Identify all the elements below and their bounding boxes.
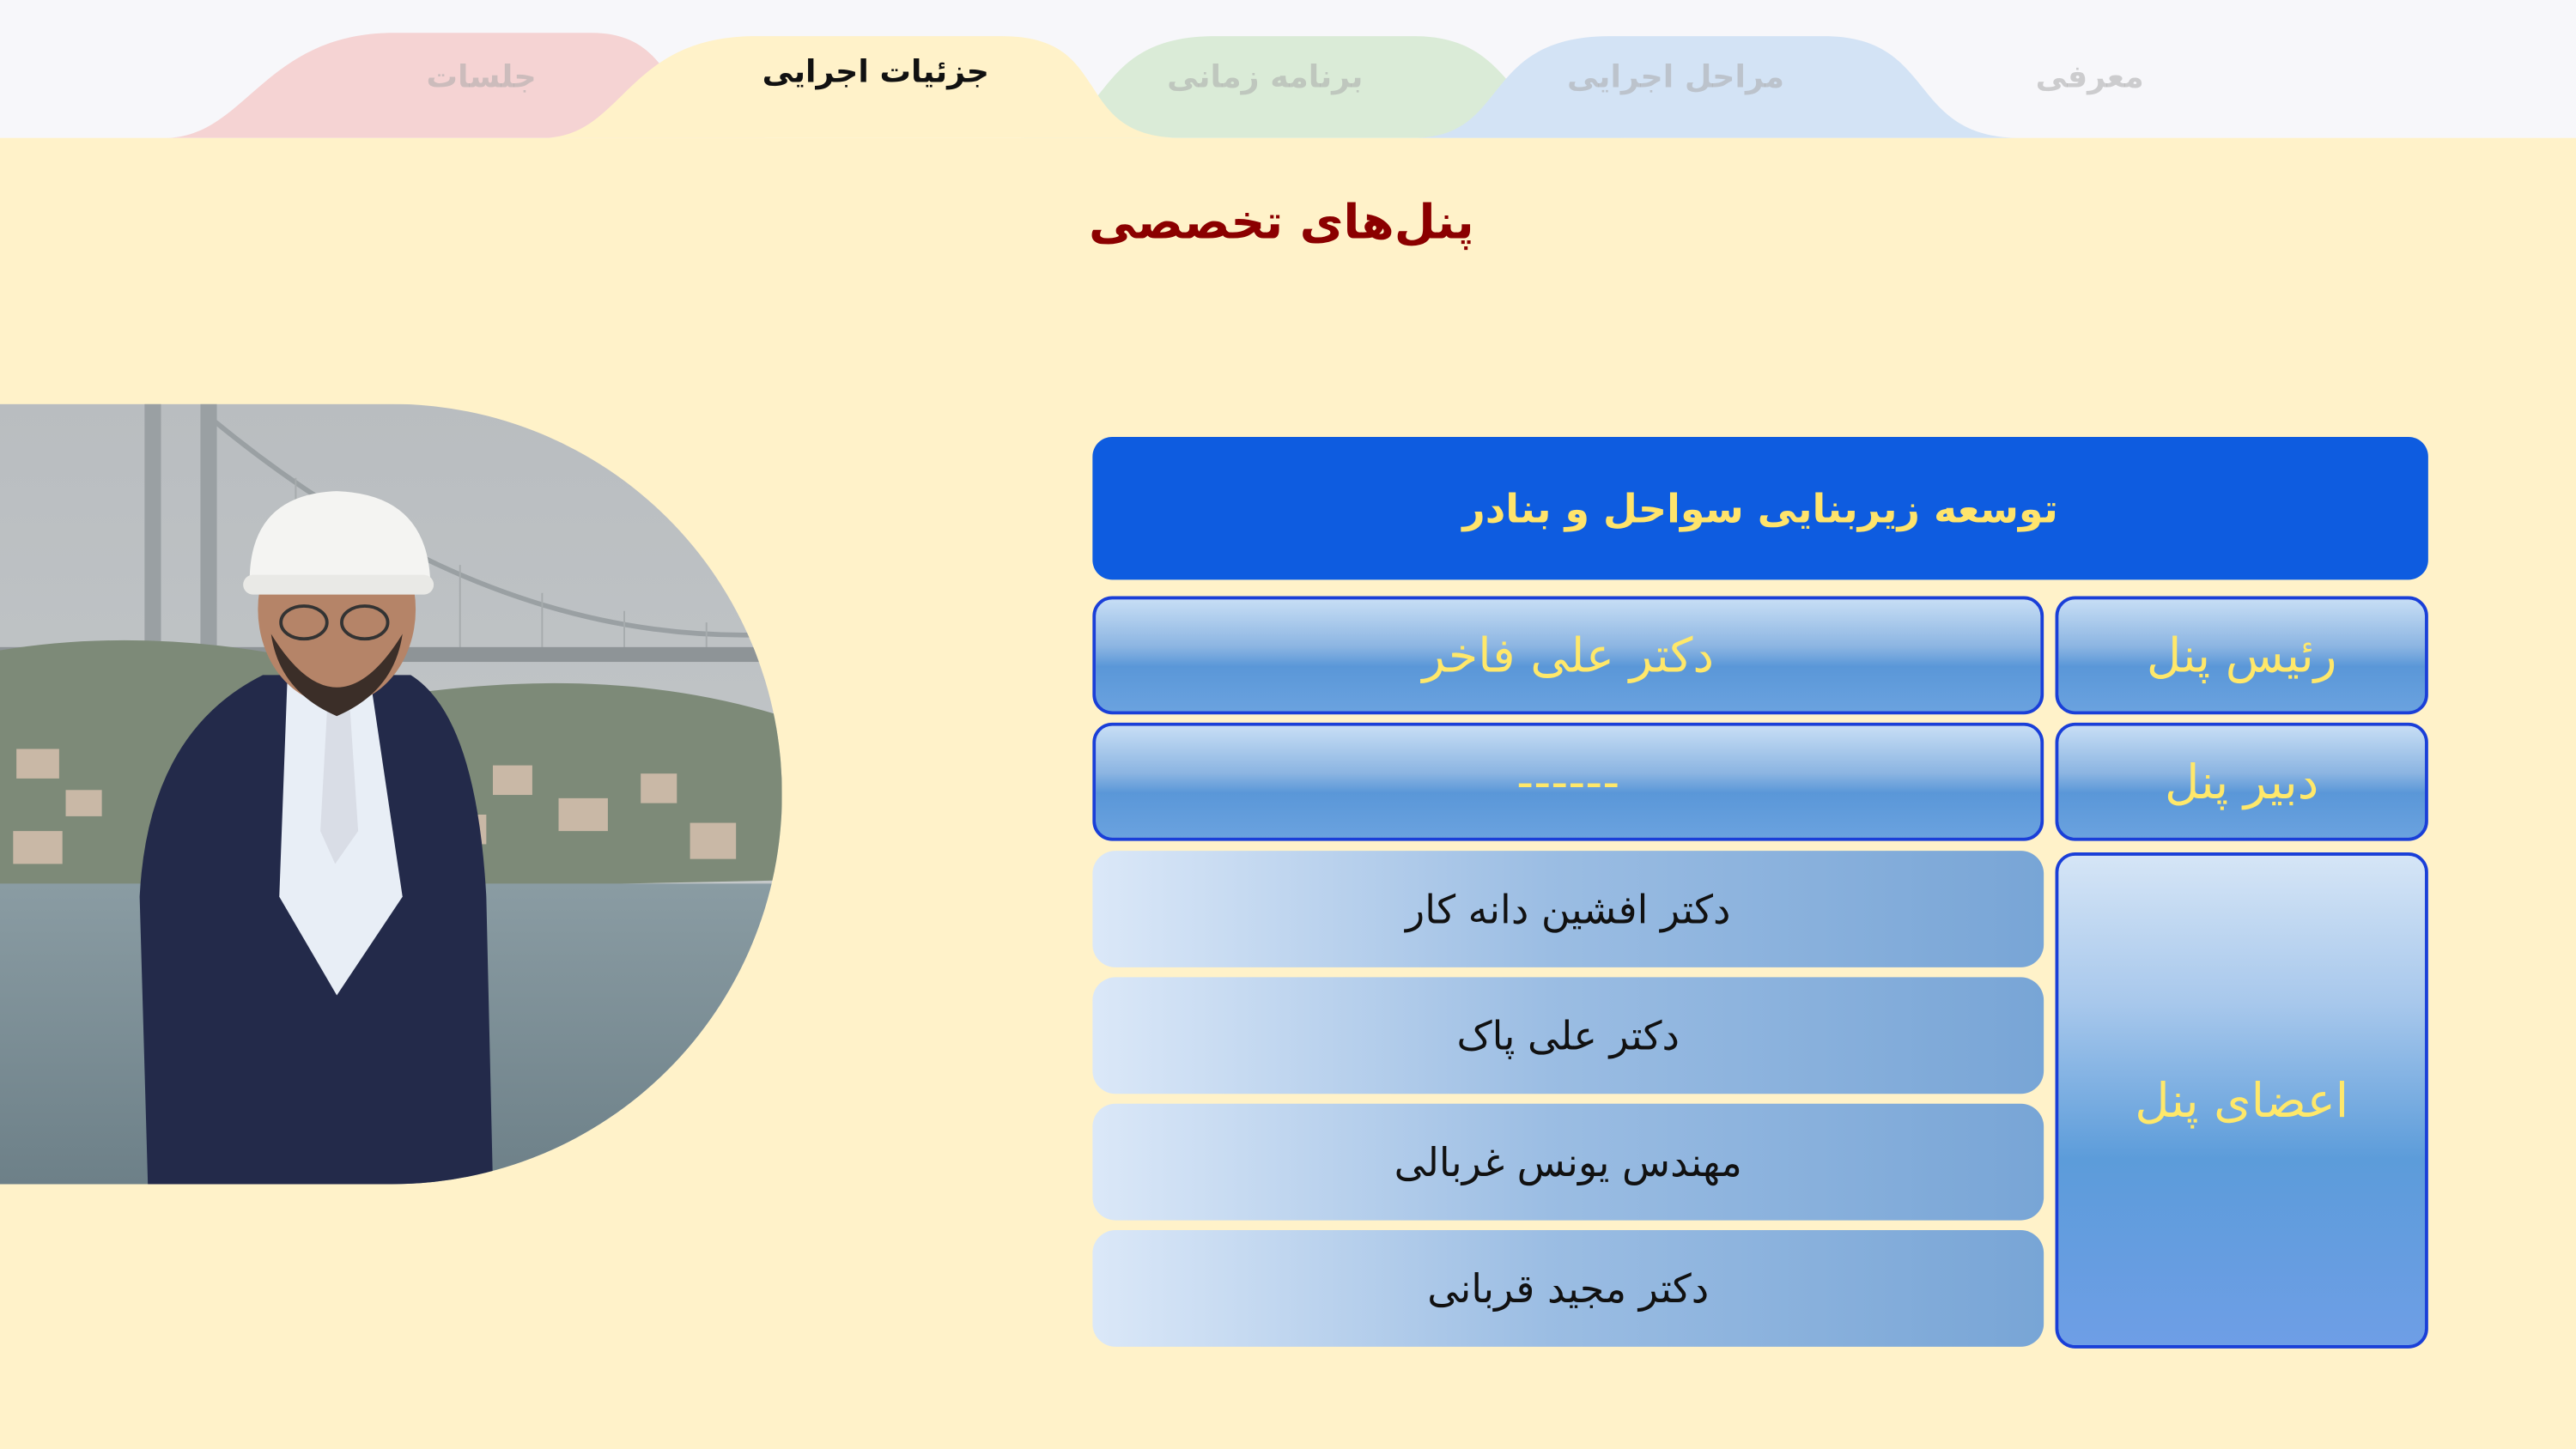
tab-introduction[interactable]: معرفی (2035, 58, 2144, 95)
member-item: دکتر مجید قربانی (1092, 1230, 2044, 1347)
chair-label: رئیس پنل (2056, 597, 2428, 715)
tab-schedule[interactable]: برنامه زمانی (1167, 58, 1364, 95)
tab-execution-details[interactable]: جزئیات اجرایی (762, 54, 989, 91)
page-title: پنل‌های تخصصی (1088, 193, 1474, 250)
tab-sessions[interactable]: جلسات (426, 58, 537, 95)
member-item: مهندس یونس غربالی (1092, 1104, 2044, 1221)
members-label: اعضای پنل (2056, 852, 2428, 1349)
tab-bar (0, 0, 2576, 138)
tab-execution-phases[interactable]: مراحل اجرایی (1567, 58, 1785, 95)
member-item: دکتر علی پاک (1092, 977, 2044, 1094)
chair-name: دکتر علی فاخر (1092, 597, 2044, 715)
panel-chair-photo (0, 404, 782, 1185)
panel-title-header: توسعه زیربنایی سواحل و بنادر (1092, 437, 2428, 579)
secretary-name: ------ (1092, 723, 2044, 841)
member-item: دکتر افشین دانه کار (1092, 851, 2044, 967)
secretary-label: دبیر پنل (2056, 723, 2428, 841)
